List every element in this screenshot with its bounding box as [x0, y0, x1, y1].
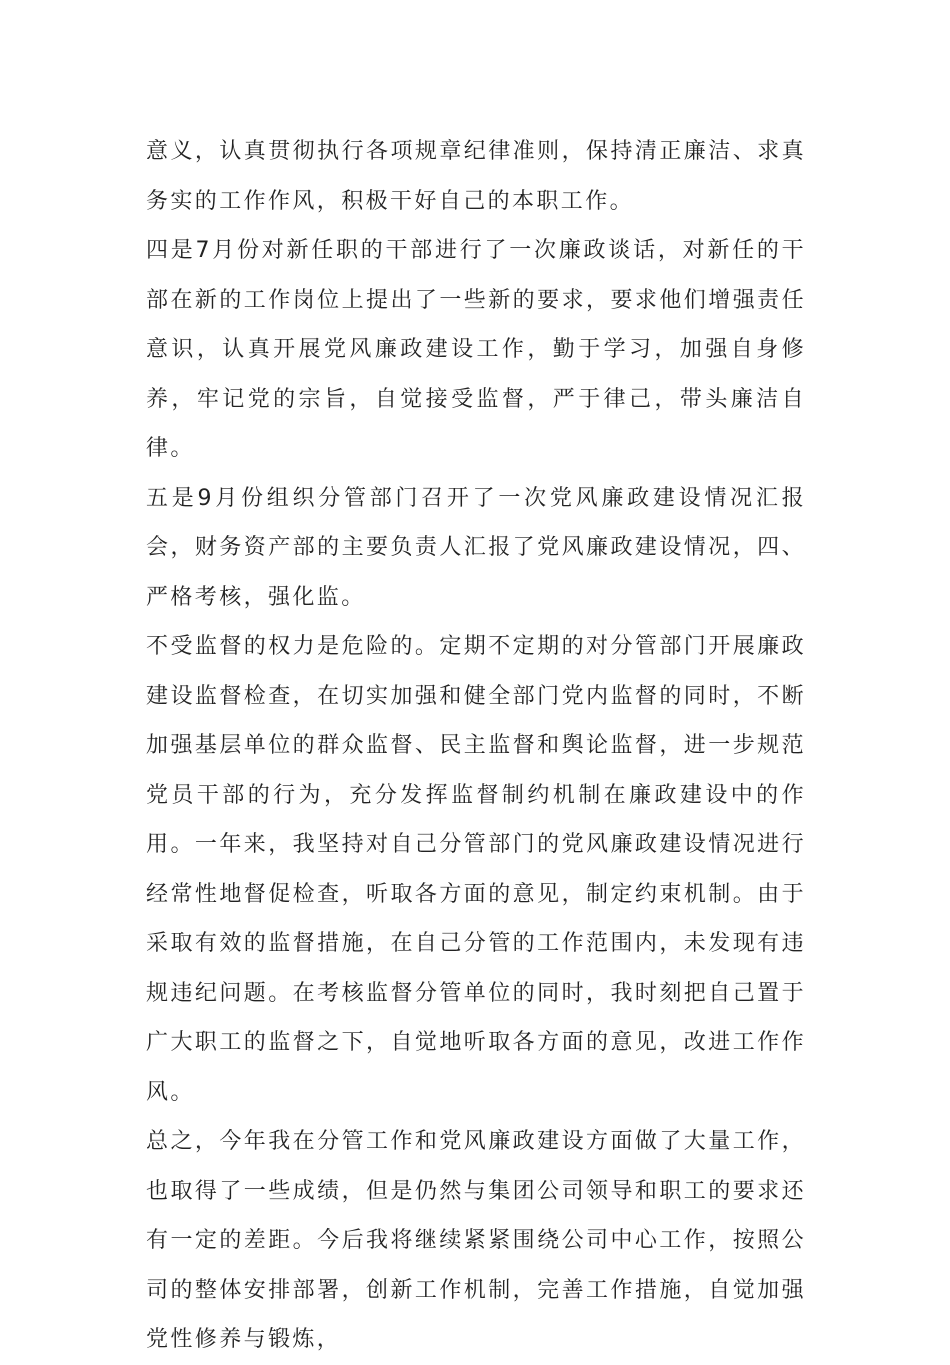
paragraph-3: 五是9月份组织分管部门召开了一次党风廉政建设情况汇报会，财务资产部的主要负责人汇报了党风廉政建设情况，四、严格考核，强化监。 — [146, 485, 806, 610]
paragraph-2: 四是7月份对新任职的干部进行了一次廉政谈话，对新任的干部在新的工作岗位上提出了一些新的要求，要求他们增强责任意识，认真开展党风廉政建设工作，勤于学习，加强自身修养，牢记党的宗旨，自觉接受监督，严于律己，带头廉洁自律。 — [146, 238, 806, 461]
paragraph-1: 意义，认真贯彻执行各项规章纪律准则，保持清正廉洁、求真务实的工作作风，积极干好自己的本职工作。 — [146, 139, 806, 214]
paragraph-5: 总之，今年我在分管工作和党风廉政建设方面做了大量工作，也取得了一些成绩，但是仍然与集团公司领导和职工的要求还有一定的差距。今后我将继续紧紧围绕公司中心工作，按照公司的整体安排部署，创新工作机制，完善工作措施，自觉加强党性修养与锻炼， — [146, 1129, 806, 1352]
paragraph-4: 不受监督的权力是危险的。定期不定期的对分管部门开展廉政建设监督检查，在切实加强和健全部门党内监督的同时，不断加强基层单位的群众监督、民主监督和舆论监督，进一步规范党员干部的行为，充分发挥监督制约机制在廉政建设中的作用。一年来，我坚持对自己分管部门的党风廉政建设情况进行经常性地督促检查，听取各方面的意见，制定约束机制。由于采取有效的监督措施，在自己分管的工作范围内，未发现有违规违纪问题。在考核监督分管单位的同时，我时刻把自己置于广大职工的监督之下，自觉地听取各方面的意见，改进工作作风。 — [146, 634, 806, 1105]
document-body — [146, 127, 806, 1365]
